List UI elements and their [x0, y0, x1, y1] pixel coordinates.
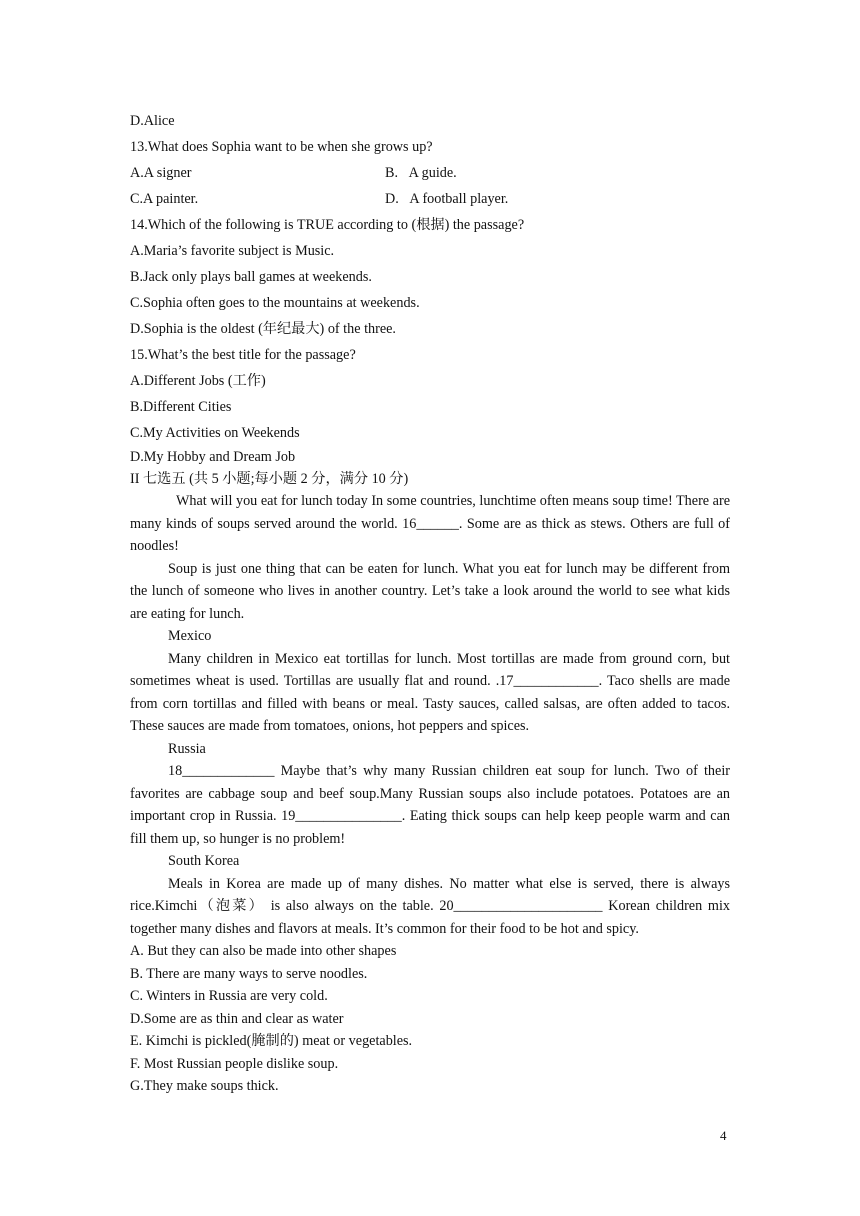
- heading-russia: Russia: [168, 740, 206, 757]
- q13-option-d: D. A football player.: [385, 191, 509, 207]
- passage-paragraph-1: What will you eat for lunch today In some countries, lunchtime often means soup time! There are many kinds of soups served around the world. 16______. Some are as thick as stews. Others are full of noodles!: [130, 493, 730, 554]
- heading-south-korea: South Korea: [168, 853, 240, 869]
- q14-option-c: C.Sophia often goes to the mountains at weekends.: [130, 295, 420, 311]
- option-d: D.Some are as thin and clear as water: [130, 1010, 344, 1027]
- q15-option-c: C.My Activities on Weekends: [130, 425, 300, 441]
- option-b: B. There are many ways to serve noodles.: [130, 965, 368, 982]
- answer-options: [130, 940, 730, 1098]
- q14-option-d: D.Sophia is the oldest (年纪最大) of the three.: [130, 321, 396, 337]
- q13-options-row-1: [130, 160, 730, 186]
- q13-stem: 13.What does Sophia want to be when she grows up?: [130, 139, 433, 155]
- passage-paragraph-2: Soup is just one thing that can be eaten for lunch. What you eat for lunch may be different from the lunch of someone who lives in another country. Let’s take a look around the world to see what kids are eating for lunch.: [130, 560, 730, 622]
- q14-option-b: B.Jack only plays ball games at weekends.: [130, 269, 372, 285]
- option-e: E. Kimchi is pickled(腌制的) meat or vegetables.: [130, 1033, 413, 1049]
- option-f: F. Most Russian people dislike soup.: [130, 1055, 339, 1072]
- exam-page: [130, 108, 730, 1098]
- q14-option-a: A.Maria’s favorite subject is Music.: [130, 243, 335, 259]
- page-number: 4: [720, 1128, 727, 1143]
- option-a: A. But they can also be made into other shapes: [130, 943, 397, 959]
- q12-option-d: D.Alice: [130, 113, 175, 129]
- option-g: G.They make soups thick.: [130, 1078, 279, 1094]
- section-2-heading: II 七选五 (共 5 小题;每小题 2 分，满分 10 分): [130, 471, 409, 487]
- option-c: C. Winters in Russia are very cold.: [130, 988, 328, 1004]
- q15-option-a: A.Different Jobs (工作): [130, 373, 266, 389]
- q13-options-row-2: [130, 186, 730, 212]
- q15-option-d: D.My Hobby and Dream Job: [130, 449, 296, 465]
- reading-passage: [130, 490, 730, 940]
- passage-paragraph-russia: 18_____________ Maybe that’s why many Russian children eat soup for lunch. Two of their favorites are cabbage soup and beef soup.Many Russian soups also include potatoes. Potatoes are an important crop in Russia. 19_______________. Eating thick soups can help keep people warm and can fill them up, so hunger is no problem!: [130, 763, 730, 847]
- q15-option-b: B.Different Cities: [130, 399, 232, 415]
- passage-paragraph-mexico: Many children in Mexico eat tortillas for lunch. Most tortillas are made from ground corn, but sometimes wheat is used. Tortillas are usually flat and round. .17____________. Taco shells are made from corn tortillas and filled with beans or meal. Tasty sauces, called salsas, are often added to tacos. These sauces are made from tomatoes, onions, hot peppers and spices.: [130, 650, 730, 734]
- q13-option-c: C.A painter.: [130, 191, 199, 207]
- passage-paragraph-korea: Meals in Korea are made up of many dishes. No matter what else is served, there is always rice.Kimchi（泡菜） is also always on the table. 20_____________________ Korean children mix together many dishes and flavors at meals. It’s common for their food to be hot and spicy.: [130, 875, 730, 937]
- q14-stem: 14.Which of the following is TRUE according to (根据) the passage?: [130, 217, 525, 233]
- q13-option-b: B. A guide.: [385, 165, 457, 181]
- heading-mexico: Mexico: [168, 628, 212, 644]
- q13-option-a: A.A signer: [130, 165, 192, 181]
- q15-stem: 15.What’s the best title for the passage?: [130, 347, 356, 363]
